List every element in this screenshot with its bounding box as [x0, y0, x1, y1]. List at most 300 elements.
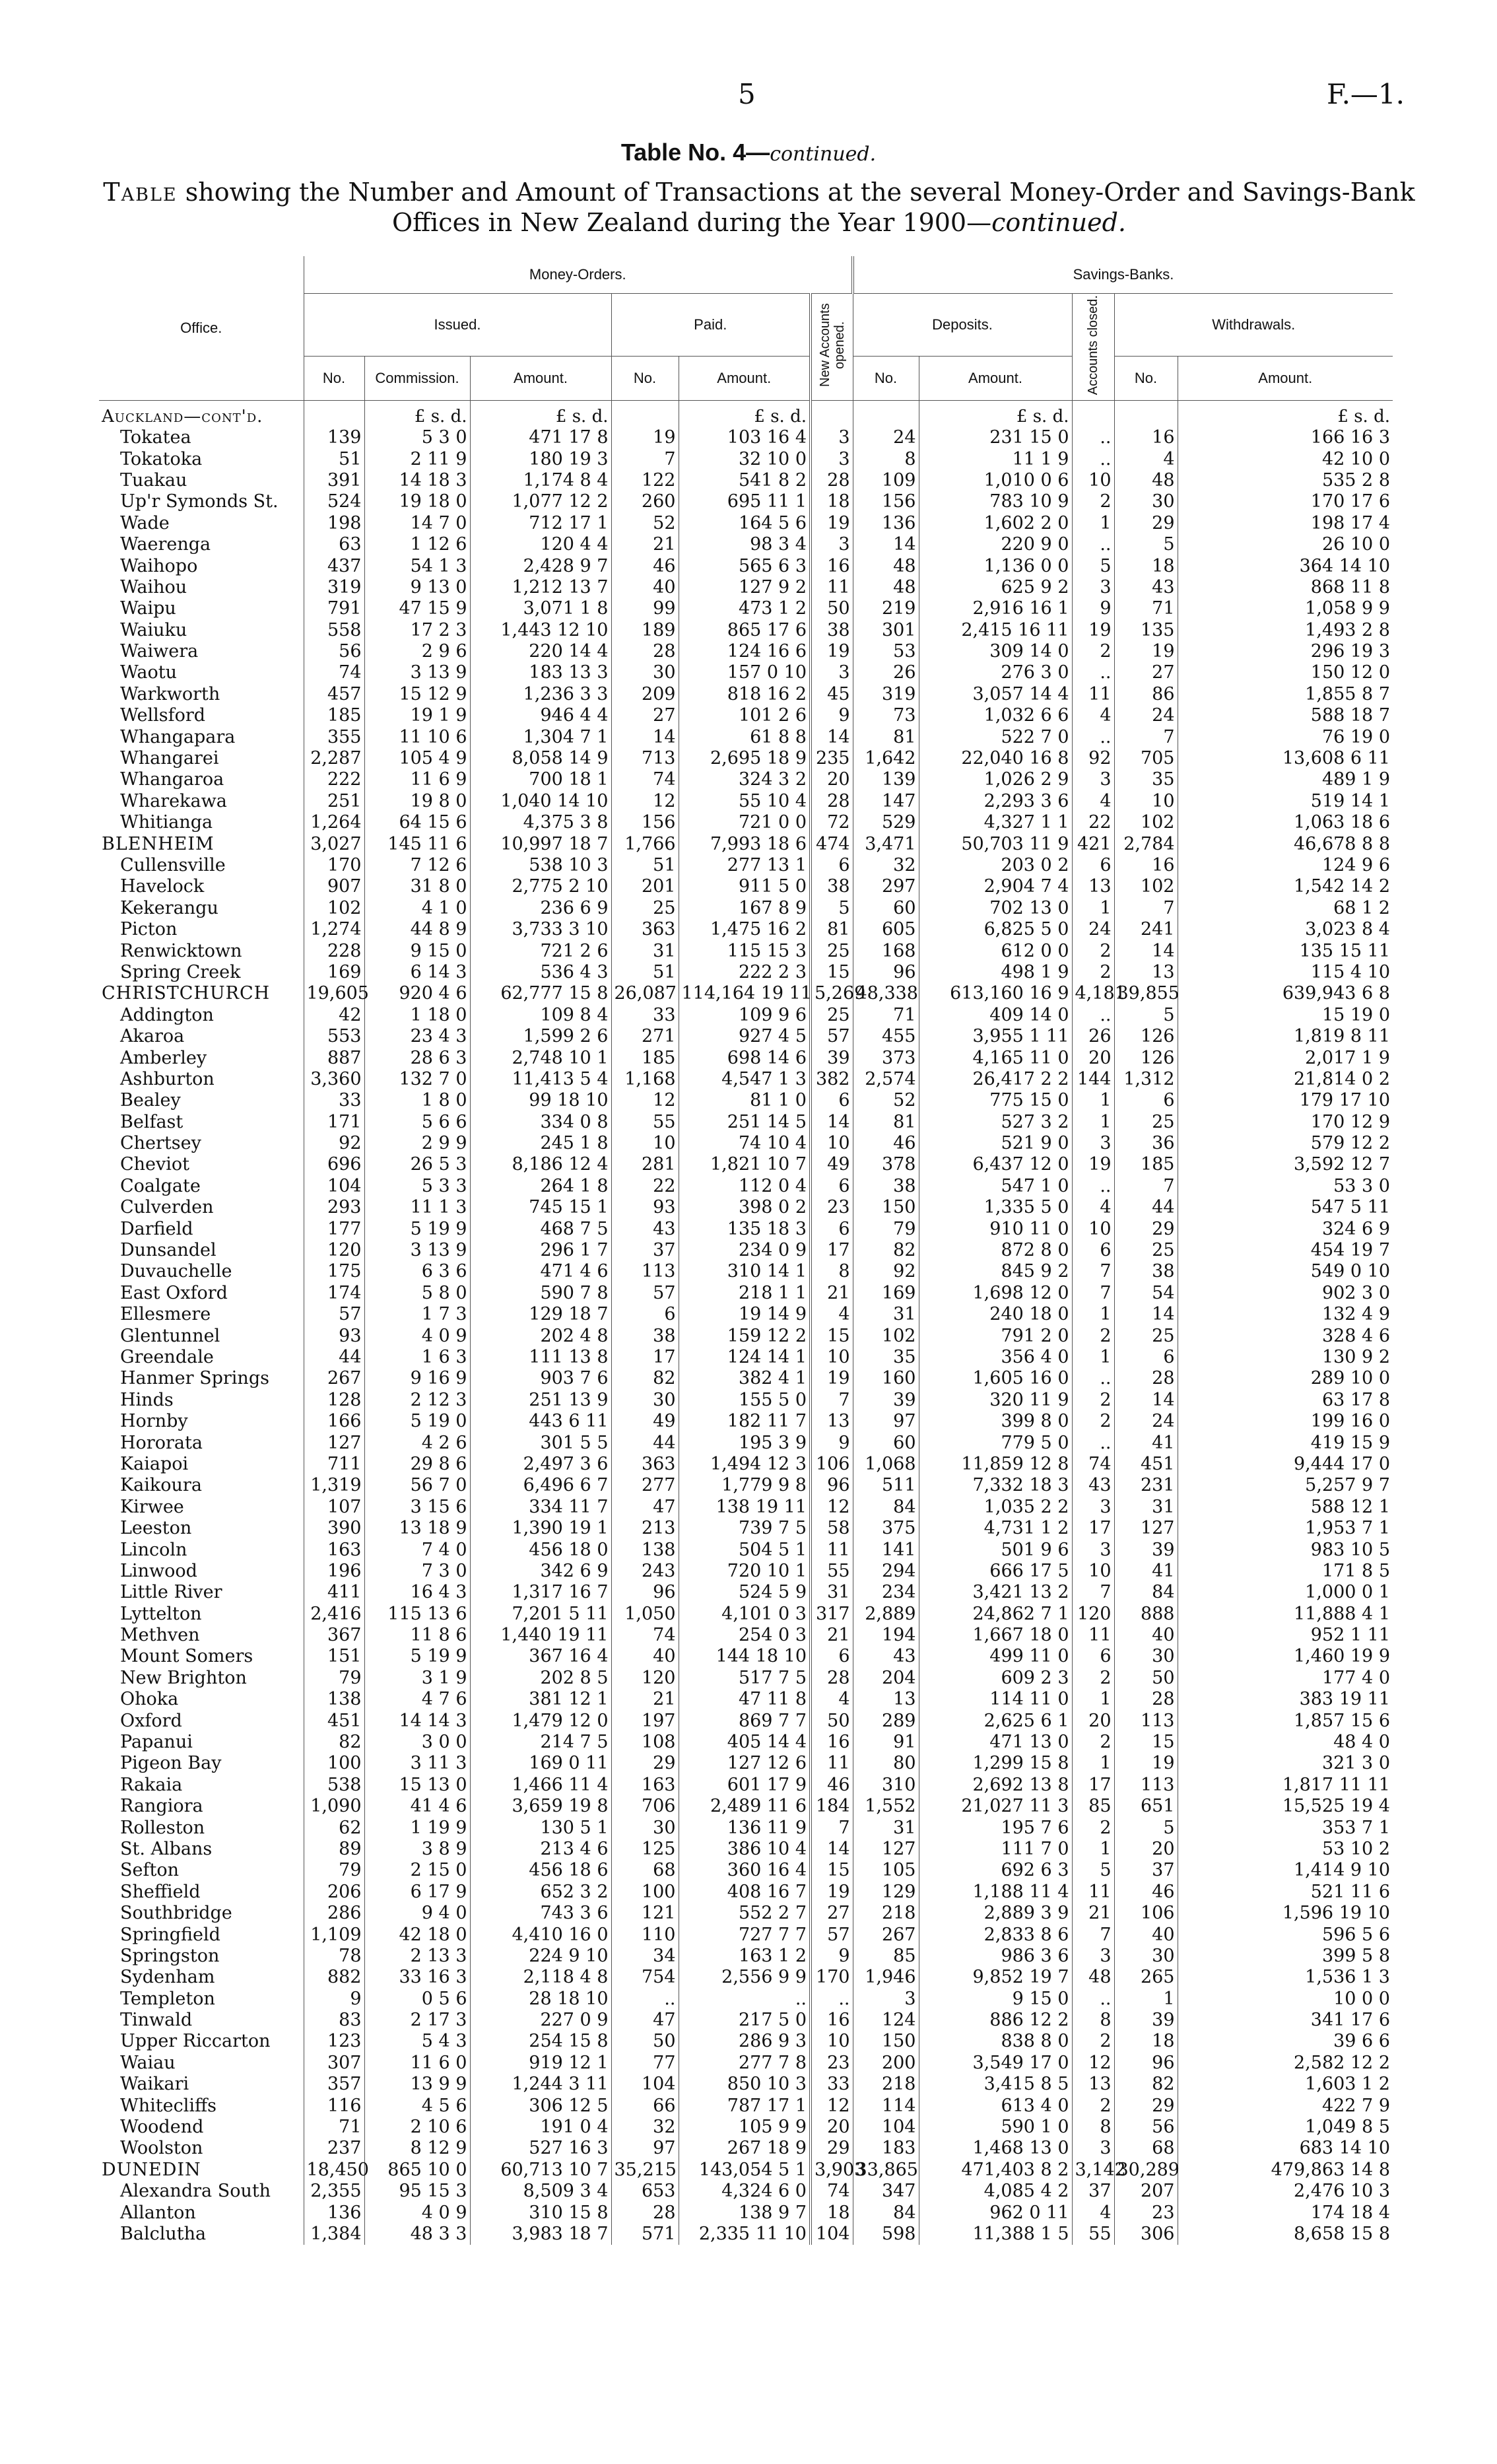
cell-new-accounts: 6	[811, 1176, 853, 1197]
cell-withdrawals-no: 5	[1114, 534, 1178, 555]
cell-issued-amount: 310 15 8	[470, 2202, 611, 2223]
cell-withdrawals-no: 36	[1114, 1133, 1178, 1154]
cell-office: Methven	[120, 1625, 200, 1646]
cell-withdrawals-amount: 1,953 7 1	[1178, 1518, 1393, 1539]
table-row	[99, 1390, 1393, 1411]
cell-issued-amount: 1,212 13 7	[470, 577, 611, 598]
cell-issued-commission: 5 4 3	[364, 2031, 470, 2052]
cell-withdrawals-no: 27	[1114, 662, 1178, 683]
cell-deposits-no: 81	[853, 726, 919, 747]
cell-withdrawals-no: 86	[1114, 684, 1178, 705]
cell-paid-no: 185	[611, 1047, 679, 1068]
cell-paid-amount: 517 7 5	[679, 1668, 811, 1689]
cell-accounts-closed: 55	[1072, 2224, 1114, 2245]
cell-office: Hororata	[120, 1432, 203, 1453]
cell-deposits-no: 1,946	[853, 1967, 919, 1988]
table-row	[99, 1903, 1393, 1924]
cell-office: Linwood	[120, 1560, 197, 1581]
cell-withdrawals-no: 96	[1114, 2053, 1178, 2074]
cell-issued-commission: 14 18 3	[364, 470, 470, 491]
cell-accounts-closed: 7	[1072, 1582, 1114, 1603]
col-paid-no: No.	[611, 357, 679, 401]
cell-paid-amount: 32 10 0	[679, 448, 811, 469]
cell-paid-no: 29	[611, 1753, 679, 1774]
table-row	[99, 1133, 1393, 1154]
cell-issued-commission: 4 2 6	[364, 1432, 470, 1453]
cell-new-accounts: 38	[811, 876, 853, 897]
cell-paid-no: 40	[611, 1646, 679, 1667]
cell-accounts-closed: ..	[1072, 534, 1114, 555]
cell-issued-amount: 254 15 8	[470, 2031, 611, 2052]
region-label: Auckland—cont'd.	[102, 407, 263, 427]
cell-paid-amount: 4,101 0 3	[679, 1603, 811, 1624]
cell-issued-amount: 1,317 16 7	[470, 1582, 611, 1603]
cell-office: Lincoln	[120, 1539, 187, 1560]
cell-office: Mount Somers	[120, 1646, 253, 1667]
cell-deposits-no: 79	[853, 1218, 919, 1239]
cell-new-accounts: 23	[811, 2053, 853, 2074]
cell-deposits-amount: 240 18 0	[919, 1304, 1072, 1325]
cell-paid-no: 1,168	[611, 1069, 679, 1090]
cell-paid-amount: 167 8 9	[679, 898, 811, 919]
cell-withdrawals-amount: 1,058 9 9	[1178, 598, 1393, 619]
cell-office: Alexandra South	[120, 2181, 271, 2202]
cell-paid-no: 96	[611, 1582, 679, 1603]
cell-new-accounts: 16	[811, 1732, 853, 1753]
cell-accounts-closed: 2	[1072, 1817, 1114, 1838]
cell-withdrawals-no: 20	[1114, 1839, 1178, 1860]
cell-accounts-closed: 74	[1072, 1454, 1114, 1475]
cell-issued-no: 2,416	[304, 1603, 364, 1624]
cell-issued-commission: 3 13 9	[364, 662, 470, 683]
cell-new-accounts: 49	[811, 1154, 853, 1175]
cell-paid-amount: 218 1 1	[679, 1283, 811, 1304]
cell-issued-no: 357	[304, 2074, 364, 2095]
cell-deposits-no: 204	[853, 1668, 919, 1689]
cell-issued-commission: 2 12 3	[364, 1390, 470, 1411]
cell-deposits-no: 104	[853, 2117, 919, 2138]
cell-deposits-no: 168	[853, 940, 919, 961]
cell-accounts-closed: 22	[1072, 812, 1114, 833]
cell-accounts-closed: 10	[1072, 470, 1114, 491]
cell-accounts-closed: 20	[1072, 1710, 1114, 1731]
cell-issued-no: 104	[304, 1176, 364, 1197]
cell-accounts-closed: 12	[1072, 2053, 1114, 2074]
cell-deposits-amount: 666 17 5	[919, 1561, 1072, 1582]
cell-withdrawals-no: 7	[1114, 898, 1178, 919]
cell-new-accounts: 19	[811, 1882, 853, 1903]
cell-paid-amount: 109 9 6	[679, 1005, 811, 1026]
cell-withdrawals-no: 50	[1114, 1668, 1178, 1689]
cell-withdrawals-amount: 11,888 4 1	[1178, 1603, 1393, 1624]
cell-paid-amount: 81 1 0	[679, 1090, 811, 1111]
cell-deposits-no: 43	[853, 1646, 919, 1667]
cell-deposits-no: 48	[853, 577, 919, 598]
cell-withdrawals-no: 44	[1114, 1197, 1178, 1218]
cell-issued-commission: 8 12 9	[364, 2138, 470, 2159]
cell-issued-commission: 5 3 3	[364, 1176, 470, 1197]
cell-deposits-amount: 1,667 18 0	[919, 1625, 1072, 1646]
cell-deposits-amount: 613,160 16 9	[919, 983, 1072, 1004]
table-row	[99, 427, 1393, 448]
cell-deposits-amount: 692 6 3	[919, 1860, 1072, 1881]
cell-deposits-amount: 845 9 2	[919, 1261, 1072, 1282]
cell-issued-commission: 9 16 9	[364, 1368, 470, 1389]
cell-issued-amount: 214 7 5	[470, 1732, 611, 1753]
table-row	[99, 1518, 1393, 1539]
cell-issued-no: 367	[304, 1625, 364, 1646]
cell-withdrawals-amount: 519 14 1	[1178, 791, 1393, 812]
cell-office: Tokatoka	[120, 448, 203, 469]
cell-issued-amount: 536 4 3	[470, 962, 611, 983]
table-row	[99, 769, 1393, 790]
cell-deposits-amount: 1,026 2 9	[919, 769, 1072, 790]
cell-paid-no: 25	[611, 898, 679, 919]
cell-paid-no: 277	[611, 1475, 679, 1496]
cell-issued-amount: 28 18 10	[470, 1989, 611, 2010]
cell-paid-no: 28	[611, 641, 679, 662]
cell-paid-no: 68	[611, 1860, 679, 1881]
cell-issued-amount: 919 12 1	[470, 2053, 611, 2074]
cell-withdrawals-amount: 199 16 0	[1178, 1411, 1393, 1432]
cell-paid-no: 653	[611, 2181, 679, 2202]
cell-paid-no: 12	[611, 1090, 679, 1111]
cell-office: Sefton	[120, 1860, 179, 1881]
cell-deposits-no: 150	[853, 2031, 919, 2052]
cell-accounts-closed: 7	[1072, 1283, 1114, 1304]
cell-issued-amount: 7,201 5 11	[470, 1603, 611, 1624]
cell-withdrawals-amount: 1,596 19 10	[1178, 1903, 1393, 1924]
cell-paid-no: 138	[611, 1539, 679, 1560]
cell-deposits-amount: 2,904 7 4	[919, 876, 1072, 897]
cell-paid-amount: 382 4 1	[679, 1368, 811, 1389]
cell-new-accounts: 474	[811, 833, 853, 854]
cell-issued-commission: 5 6 6	[364, 1112, 470, 1133]
cell-deposits-amount: 2,415 16 11	[919, 620, 1072, 641]
cell-paid-no: 77	[611, 2053, 679, 2074]
cell-paid-no: 33	[611, 1005, 679, 1026]
table-row	[99, 1732, 1393, 1753]
cell-new-accounts: 3	[811, 427, 853, 448]
cell-deposits-no: 150	[853, 1197, 919, 1218]
cell-issued-no: 437	[304, 555, 364, 576]
cell-withdrawals-no: 16	[1114, 855, 1178, 876]
cell-office: Hinds	[120, 1389, 174, 1410]
cell-withdrawals-no: 16	[1114, 427, 1178, 448]
table-row	[99, 1753, 1393, 1774]
cell-withdrawals-amount: 15 19 0	[1178, 1005, 1393, 1026]
cell-new-accounts: 382	[811, 1069, 853, 1090]
cell-paid-amount: 115 15 3	[679, 940, 811, 961]
table-row	[99, 2224, 1393, 2245]
cell-issued-commission: 920 4 6	[364, 983, 470, 1004]
table-title-suffix: continued.	[770, 143, 877, 166]
col-deposits: Deposits.	[853, 294, 1072, 357]
cell-issued-commission: 3 8 9	[364, 1839, 470, 1860]
cell-paid-no: 121	[611, 1903, 679, 1924]
col-savings-banks: Savings-Banks.	[853, 256, 1393, 294]
cell-new-accounts: 14	[811, 1839, 853, 1860]
cell-issued-no: 163	[304, 1539, 364, 1560]
cell-issued-commission: 4 1 0	[364, 898, 470, 919]
table-row	[99, 1625, 1393, 1646]
cell-deposits-amount: 783 10 9	[919, 491, 1072, 512]
cell-withdrawals-no: 40	[1114, 1625, 1178, 1646]
cell-deposits-amount: 195 7 6	[919, 1817, 1072, 1838]
cell-issued-amount: 236 6 9	[470, 898, 611, 919]
cell-issued-amount: 745 15 1	[470, 1197, 611, 1218]
cell-withdrawals-amount: 198 17 4	[1178, 513, 1393, 534]
cell-paid-amount: 124 14 1	[679, 1347, 811, 1368]
cell-paid-no: 99	[611, 598, 679, 619]
cell-withdrawals-no: 68	[1114, 2138, 1178, 2159]
cell-issued-no: 222	[304, 769, 364, 790]
table-row	[99, 1368, 1393, 1389]
accounts-closed-label: Accounts closed.	[1086, 294, 1100, 395]
cell-issued-commission: 19 1 9	[364, 705, 470, 726]
cell-office: Tokatea	[120, 427, 191, 448]
cell-issued-no: 174	[304, 1283, 364, 1304]
cell-withdrawals-amount: 868 11 8	[1178, 577, 1393, 598]
cell-issued-no: 175	[304, 1261, 364, 1282]
cell-office: Cullensville	[120, 855, 226, 875]
cell-deposits-no: 218	[853, 1903, 919, 1924]
cell-paid-no: 281	[611, 1154, 679, 1175]
cell-withdrawals-amount: 5,257 9 7	[1178, 1475, 1393, 1496]
cell-withdrawals-amount: 579 12 2	[1178, 1133, 1393, 1154]
cell-deposits-amount: 220 9 0	[919, 534, 1072, 555]
table-row	[99, 470, 1393, 491]
cell-issued-commission: 115 13 6	[364, 1603, 470, 1624]
cell-issued-amount: 456 18 0	[470, 1539, 611, 1560]
cell-paid-amount: 4,547 1 3	[679, 1069, 811, 1090]
cell-deposits-no: 14	[853, 534, 919, 555]
cell-withdrawals-amount: 135 15 11	[1178, 940, 1393, 961]
cell-deposits-amount: 779 5 0	[919, 1432, 1072, 1453]
cell-issued-commission: 7 4 0	[364, 1539, 470, 1560]
cell-issued-no: 711	[304, 1454, 364, 1475]
cell-issued-commission: 28 6 3	[364, 1047, 470, 1068]
cell-issued-amount: 245 1 8	[470, 1133, 611, 1154]
unit-withdrawals-amount: £ s. d.	[1178, 401, 1393, 428]
cell-issued-amount: 202 8 5	[470, 1668, 611, 1689]
cell-withdrawals-no: 1	[1114, 1989, 1178, 2010]
cell-paid-amount: 155 5 0	[679, 1390, 811, 1411]
cell-paid-amount: 19 14 9	[679, 1304, 811, 1325]
cell-accounts-closed: 26	[1072, 1026, 1114, 1047]
cell-accounts-closed: 1	[1072, 1753, 1114, 1774]
cell-issued-no: 553	[304, 1026, 364, 1047]
cell-deposits-no: 511	[853, 1475, 919, 1496]
cell-new-accounts: 72	[811, 812, 853, 833]
cell-issued-commission: 2 9 9	[364, 1133, 470, 1154]
cell-issued-commission: 4 5 6	[364, 2095, 470, 2116]
cell-issued-no: 44	[304, 1347, 364, 1368]
cell-issued-amount: 700 18 1	[470, 769, 611, 790]
cell-issued-commission: 13 9 9	[364, 2074, 470, 2095]
cell-withdrawals-no: 2,784	[1114, 833, 1178, 854]
cell-deposits-amount: 276 3 0	[919, 662, 1072, 683]
cell-accounts-closed: 2	[1072, 962, 1114, 983]
cell-issued-amount: 183 13 3	[470, 662, 611, 683]
cell-deposits-no: 60	[853, 898, 919, 919]
cell-new-accounts: 14	[811, 1112, 853, 1133]
cell-deposits-amount: 838 8 0	[919, 2031, 1072, 2052]
cell-office: Lyttelton	[120, 1603, 202, 1624]
cell-deposits-amount: 791 2 0	[919, 1325, 1072, 1346]
cell-accounts-closed: 2	[1072, 1732, 1114, 1753]
cell-withdrawals-amount: 1,819 8 11	[1178, 1026, 1393, 1047]
table-row	[99, 620, 1393, 641]
cell-deposits-no: 169	[853, 1283, 919, 1304]
cell-accounts-closed: 21	[1072, 1903, 1114, 1924]
cell-paid-no: 189	[611, 620, 679, 641]
cell-accounts-closed: 5	[1072, 1860, 1114, 1881]
cell-withdrawals-no: 102	[1114, 876, 1178, 897]
cell-issued-amount: 1,440 19 11	[470, 1625, 611, 1646]
cell-issued-commission: 54 1 3	[364, 555, 470, 576]
cell-new-accounts: 170	[811, 1967, 853, 1988]
cell-accounts-closed: ..	[1072, 1432, 1114, 1453]
cell-deposits-no: 598	[853, 2224, 919, 2245]
cell-issued-no: 1,264	[304, 812, 364, 833]
cell-withdrawals-amount: 454 19 7	[1178, 1240, 1393, 1261]
cell-new-accounts: 104	[811, 2224, 853, 2245]
cell-deposits-amount: 9 15 0	[919, 1989, 1072, 2010]
cell-deposits-amount: 2,293 3 6	[919, 791, 1072, 812]
table-title-main: Table No. 4—	[620, 139, 770, 166]
cell-paid-amount: 1,475 16 2	[679, 919, 811, 940]
cell-accounts-closed: 85	[1072, 1796, 1114, 1817]
cell-issued-no: 1,384	[304, 2224, 364, 2245]
cell-new-accounts: 18	[811, 2202, 853, 2223]
cell-office: Kaikoura	[120, 1475, 202, 1496]
cell-issued-no: 451	[304, 1710, 364, 1731]
cell-paid-no: 30	[611, 662, 679, 683]
cell-issued-no: 286	[304, 1903, 364, 1924]
table-row	[99, 641, 1393, 662]
cell-issued-no: 2,287	[304, 748, 364, 769]
cell-deposits-amount: 625 9 2	[919, 577, 1072, 598]
cell-issued-amount: 220 14 4	[470, 641, 611, 662]
cell-deposits-no: 102	[853, 1325, 919, 1346]
cell-new-accounts: 16	[811, 2010, 853, 2031]
cell-accounts-closed: 8	[1072, 2117, 1114, 2138]
cell-deposits-amount: 499 11 0	[919, 1646, 1072, 1667]
table-row	[99, 448, 1393, 469]
cell-new-accounts: 55	[811, 1561, 853, 1582]
table-row	[99, 2202, 1393, 2223]
cell-office: Whangarei	[120, 748, 219, 769]
cell-deposits-no: 96	[853, 962, 919, 983]
cell-withdrawals-no: 48	[1114, 470, 1178, 491]
cell-accounts-closed: 7	[1072, 1924, 1114, 1945]
cell-deposits-no: 105	[853, 1860, 919, 1881]
cell-issued-amount: 652 3 2	[470, 1882, 611, 1903]
cell-accounts-closed: 4	[1072, 1197, 1114, 1218]
cell-issued-commission: 1 19 9	[364, 1817, 470, 1838]
cell-withdrawals-no: 30	[1114, 1646, 1178, 1667]
cell-deposits-amount: 1,468 13 0	[919, 2138, 1072, 2159]
table-row	[99, 1882, 1393, 1903]
cell-office: Waikari	[120, 2074, 189, 2095]
cell-issued-no: 92	[304, 1133, 364, 1154]
cell-new-accounts: 15	[811, 962, 853, 983]
cell-paid-no: 30	[611, 1390, 679, 1411]
cell-new-accounts: 29	[811, 2138, 853, 2159]
cell-withdrawals-amount: 3,023 8 4	[1178, 919, 1393, 940]
cell-deposits-amount: 203 0 2	[919, 855, 1072, 876]
cell-accounts-closed: 48	[1072, 1967, 1114, 1988]
cell-new-accounts: 7	[811, 1390, 853, 1411]
cell-issued-no: 100	[304, 1753, 364, 1774]
cell-paid-amount: ..	[679, 1989, 811, 2010]
cell-paid-no: 122	[611, 470, 679, 491]
cell-issued-commission: 6 14 3	[364, 962, 470, 983]
cell-new-accounts: 4	[811, 1689, 853, 1710]
cell-paid-no: 7	[611, 448, 679, 469]
cell-new-accounts: 8	[811, 1261, 853, 1282]
cell-withdrawals-no: 39	[1114, 2010, 1178, 2031]
table-row	[99, 1047, 1393, 1068]
cell-deposits-amount: 21,027 11 3	[919, 1796, 1072, 1817]
cell-accounts-closed: 6	[1072, 1240, 1114, 1261]
cell-office: Waotu	[120, 662, 177, 683]
table-row	[99, 1176, 1393, 1197]
cell-issued-commission: 2 17 3	[364, 2010, 470, 2031]
cell-withdrawals-no: 102	[1114, 812, 1178, 833]
cell-paid-amount: 127 12 6	[679, 1753, 811, 1774]
cell-withdrawals-amount: 15,525 19 4	[1178, 1796, 1393, 1817]
cell-accounts-closed: 6	[1072, 1646, 1114, 1667]
cell-paid-amount: 911 5 0	[679, 876, 811, 897]
cell-issued-amount: 120 4 4	[470, 534, 611, 555]
cell-paid-no: 243	[611, 1561, 679, 1582]
cell-withdrawals-no: 207	[1114, 2181, 1178, 2202]
table-row	[99, 1646, 1393, 1667]
table-row	[99, 1475, 1393, 1496]
cell-issued-amount: 334 0 8	[470, 1112, 611, 1133]
cell-office: Waiwera	[120, 641, 199, 662]
cell-issued-amount: 111 13 8	[470, 1347, 611, 1368]
cell-withdrawals-no: 7	[1114, 1176, 1178, 1197]
cell-withdrawals-amount: 1,414 9 10	[1178, 1860, 1393, 1881]
cell-new-accounts: 11	[811, 1753, 853, 1774]
cell-accounts-closed: 4	[1072, 2202, 1114, 2223]
cell-issued-no: 102	[304, 898, 364, 919]
cell-new-accounts: 7	[811, 1817, 853, 1838]
cell-paid-no: 40	[611, 577, 679, 598]
cell-issued-no: 696	[304, 1154, 364, 1175]
cell-issued-commission: 33 16 3	[364, 1967, 470, 1988]
cell-issued-amount: 109 8 4	[470, 1005, 611, 1026]
cell-issued-amount: 2,497 3 6	[470, 1454, 611, 1475]
cell-accounts-closed: 19	[1072, 1154, 1114, 1175]
cell-new-accounts: 3,903	[811, 2160, 853, 2181]
cell-issued-amount: 443 6 11	[470, 1411, 611, 1432]
cell-deposits-no: 1,552	[853, 1796, 919, 1817]
col-withdrawals-amount: Amount.	[1178, 357, 1393, 401]
cell-withdrawals-no: 13	[1114, 962, 1178, 983]
cell-issued-no: 267	[304, 1368, 364, 1389]
cell-accounts-closed: 13	[1072, 876, 1114, 897]
cell-new-accounts: 11	[811, 1539, 853, 1560]
cell-paid-no: 100	[611, 1882, 679, 1903]
unit-commission: £ s. d.	[364, 401, 470, 428]
cell-deposits-no: 289	[853, 1710, 919, 1731]
table-row	[99, 1432, 1393, 1453]
cell-deposits-no: 46	[853, 1133, 919, 1154]
